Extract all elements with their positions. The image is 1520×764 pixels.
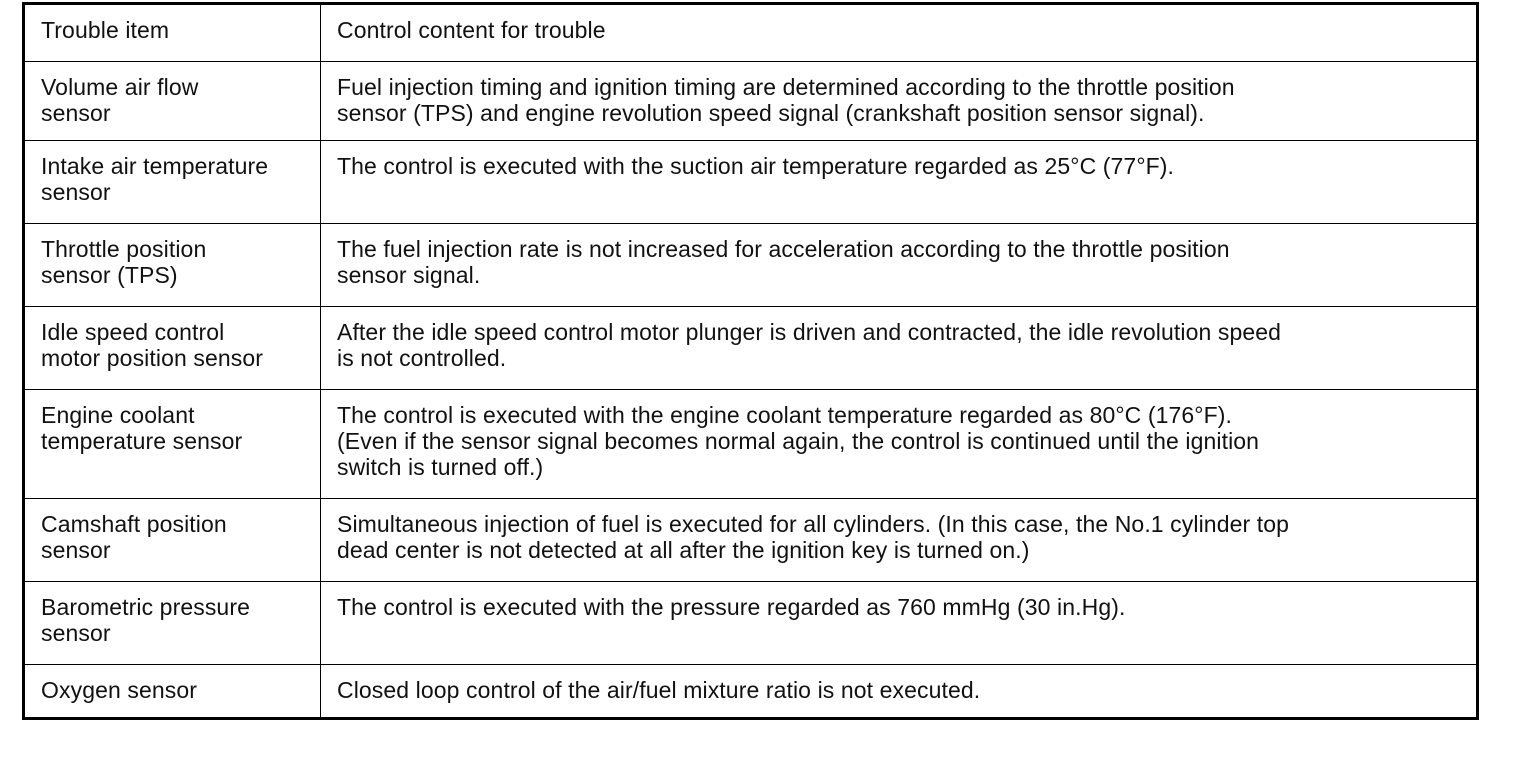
table-row: [24, 499, 1478, 582]
trouble-item-cell: Barometric pressure sensor: [24, 582, 321, 665]
trouble-item-cell: Throttle position sensor (TPS): [24, 224, 321, 307]
table-row: [24, 62, 1478, 141]
trouble-item-cell: Intake air temperature sensor: [24, 141, 321, 224]
header-trouble-item: Trouble item: [24, 4, 321, 62]
table-row: [24, 224, 1478, 307]
table-row: [24, 390, 1478, 499]
control-content-cell: After the idle speed control motor plunger is driven and contracted, the idle revolution speed is not controlled.: [321, 307, 1478, 390]
control-content-cell: The control is executed with the engine coolant temperature regarded as 80°C (176°F). (Even if the sensor signal becomes normal again, the control is continued until the ignition switch is turned off.): [321, 390, 1478, 499]
trouble-item-cell: Idle speed control motor position sensor: [24, 307, 321, 390]
control-content-cell: Simultaneous injection of fuel is executed for all cylinders. (In this case, the No.1 cylinder top dead center is not detected at all after the ignition key is turned on.): [321, 499, 1478, 582]
table-row: [24, 141, 1478, 224]
trouble-item-cell: Camshaft position sensor: [24, 499, 321, 582]
trouble-item-cell: Volume air flow sensor: [24, 62, 321, 141]
control-content-cell: The control is executed with the suction air temperature regarded as 25°C (77°F).: [321, 141, 1478, 224]
header-control-content: Control content for trouble: [321, 4, 1478, 62]
trouble-item-cell: Oxygen sensor: [24, 665, 321, 719]
table-row: [24, 307, 1478, 390]
table-row: [24, 582, 1478, 665]
control-content-cell: Fuel injection timing and ignition timing are determined according to the throttle position sensor (TPS) and engine revolution speed signal (crankshaft position sensor signal).: [321, 62, 1478, 141]
control-content-cell: The control is executed with the pressure regarded as 760 mmHg (30 in.Hg).: [321, 582, 1478, 665]
trouble-control-table: [22, 2, 1479, 720]
table-header-row: [24, 4, 1478, 62]
table-row: [24, 665, 1478, 719]
trouble-item-cell: Engine coolant temperature sensor: [24, 390, 321, 499]
control-content-cell: The fuel injection rate is not increased for acceleration according to the throttle position sensor signal.: [321, 224, 1478, 307]
control-content-cell: Closed loop control of the air/fuel mixture ratio is not executed.: [321, 665, 1478, 719]
